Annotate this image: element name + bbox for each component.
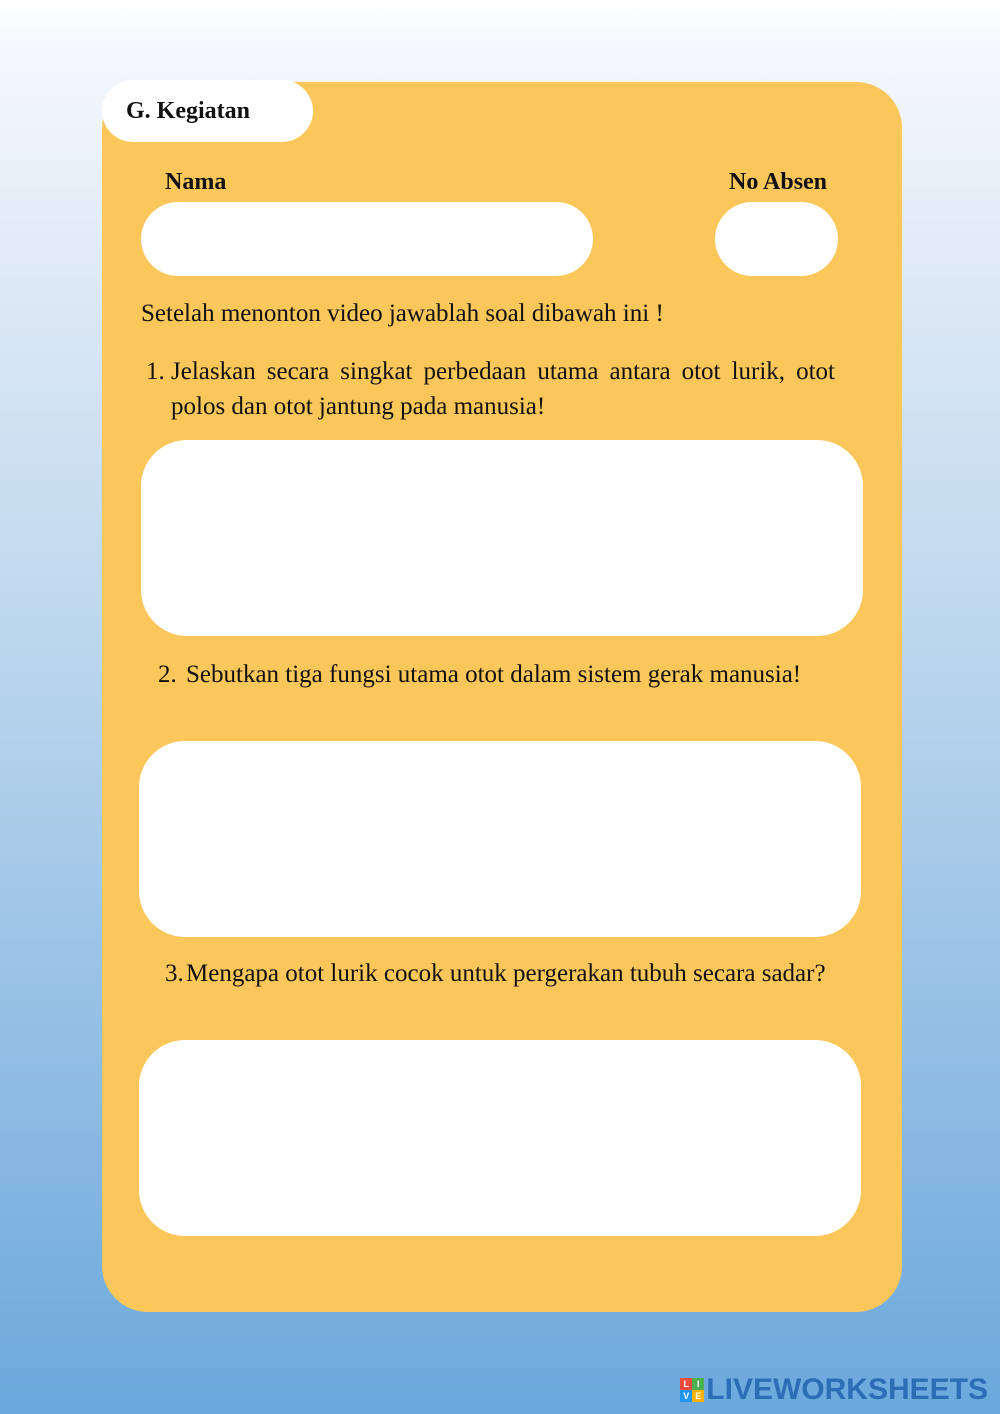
answer-1-box[interactable] [141, 440, 863, 636]
name-label: Nama [165, 169, 227, 195]
question-3-text: Mengapa otot lurik cocok untuk pergerakan tubuh secara sadar? [186, 960, 826, 987]
question-1 [146, 354, 835, 424]
logo-letter-e: E [692, 1390, 704, 1402]
absen-label: No Absen [729, 169, 828, 195]
section-title: G. Kegiatan [126, 97, 250, 124]
liveworksheets-logo-icon [680, 1378, 704, 1402]
absen-input[interactable] [715, 202, 838, 276]
answer-2-box[interactable] [139, 741, 861, 937]
section-tab [102, 80, 313, 142]
liveworksheets-brand[interactable] [680, 1373, 988, 1407]
question-1-text: Jelaskan secara singkat perbedaan utama antara otot lurik, otot polos dan otot jantung pada manusia! [171, 358, 835, 420]
instruction-text: Setelah menonton video jawablah soal dibawah ini ! [141, 300, 664, 327]
question-2 [158, 657, 818, 692]
brand-name: LIVEWORKSHEETS [706, 1373, 988, 1406]
question-2-number: 2. [158, 661, 177, 688]
answer-3-box[interactable] [139, 1040, 861, 1236]
question-3 [165, 956, 865, 991]
question-2-text: Sebutkan tiga fungsi utama otot dalam sistem gerak manusia! [186, 661, 802, 688]
question-1-number: 1. [146, 358, 165, 385]
logo-letter-v: V [680, 1390, 692, 1402]
question-3-number: 3. [165, 960, 184, 987]
name-input[interactable] [141, 202, 593, 276]
logo-letter-l: L [680, 1378, 692, 1390]
logo-letter-i: I [692, 1378, 704, 1390]
